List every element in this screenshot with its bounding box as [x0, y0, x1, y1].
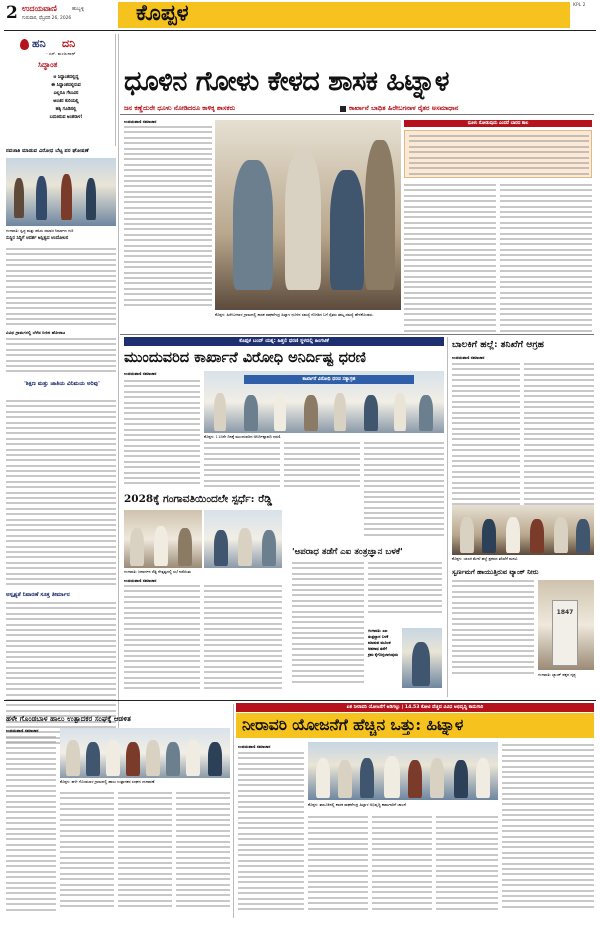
page-number: 2: [6, 3, 18, 23]
left-headline-3: ಅಸ್ಪೃಶ್ಯತೆ ನಿವಾರಣೆ ಸೂಕ್ತ ತೀರ್ಮಾನ: [6, 592, 70, 598]
tank-photo-caption: ಗಂಗಾವತಿ: ಟ್ಯಾಂಕ್ ಪಕ್ಕದ ದೃಶ್ಯ: [538, 672, 594, 677]
right-photo-caption: ಕೊಪ್ಪಳ: ಬಾಲಕಿ ಮೇಲೆ ಹಲ್ಲೆ ಪ್ರಕರಣ ತನಿಖೆಗೆ ಮನವಿ: [452, 556, 594, 561]
strip1-body-col-2: [204, 442, 280, 492]
hanidani-poem: [26, 74, 106, 122]
hanidani-box: [6, 34, 116, 146]
left-headline-2: 'ಶಿಕ್ಷಣ ಮತ್ತು ಜಾತಿಯ ವಿನಿಮಯ ಅರಿವು': [24, 381, 100, 387]
tech-box-line: ಅಪರಾಧ ತಡೆಗೆ: [368, 646, 387, 651]
left-photo-1-caption: ಗಂಗಾವತಿ: ಸ್ವಚ್ಛ ಮತ್ತು ಹಸಿರು ಸಮಾಜ ನಿರ್ಮಾಣ ಗುರಿ: [6, 228, 116, 233]
bottom-left-body-4: [176, 792, 230, 916]
right-headline: ಬಾಲಕಿಗೆ ಹಲ್ಲೆ: ತನಿಖೆಗೆ ಆಗ್ರಹ: [452, 339, 545, 350]
strip1-byline: ಉದಯವಾಣಿ ಸಮಾಚಾರ: [124, 371, 157, 376]
lead-body-col-4: [500, 184, 592, 334]
election-photo-caption: ಗಂಗಾವತಿ: ಜನಾರ್ದನ ರೆಡ್ಡಿ ನೇತೃತ್ವದಲ್ಲಿ ಸಭೆ ನಡೆಯಿತು: [124, 569, 282, 574]
section-title: ಕೊಪ್ಪಳ: [136, 1, 189, 26]
bottom-headline-band: [236, 713, 594, 738]
masthead-rule: [4, 30, 596, 31]
poem-line: ಎಲ್ಲರೂ ಗೆಲುವಿನ: [53, 91, 79, 96]
tech-photo: [402, 628, 442, 688]
lead-rule: [120, 114, 594, 115]
right-body-col-1: [452, 363, 520, 523]
election-body-col-2: [204, 585, 282, 695]
bottom-main-body-1: [238, 752, 304, 916]
left-body-3: [6, 400, 116, 590]
election-photo: [124, 510, 202, 568]
election-photo-2: [204, 510, 282, 568]
strip1-body-col-3: [284, 442, 360, 492]
strip1-body-col-4: [364, 442, 444, 542]
paper-name: ಉದಯವಾಣಿ: [22, 4, 57, 13]
bottom-main-byline: ಉದಯವಾಣಿ ಸಮಾಚಾರ: [238, 744, 271, 749]
hanidani-title: ಸಿದ್ಧಾಂತ: [38, 60, 58, 69]
bottom-main-body-2: [308, 816, 368, 916]
bottom-main-photo: [308, 742, 498, 800]
tech-box-line: ಮಾಡುವ ಮೂಲಕ: [368, 640, 391, 645]
lead-photo: [215, 120, 401, 310]
election-headline: 2028ಕ್ಕೆ ಗಂಗಾವತಿಯಿಂದಲೇ ಸ್ಪರ್ಧೆ: ರೆಡ್ಡಿ: [124, 493, 272, 505]
bottom-main-body-3: [372, 816, 432, 916]
corner-tag: KPL 2: [573, 3, 586, 8]
tank-photo: [538, 580, 594, 670]
bottom-left-photo-caption: ಕೊಪ್ಪಳ: ಹಳೇ ಗೊಂಡಬಾಳ ಗ್ರಾಮದಲ್ಲಿ ಹಾಲು ಉತ್ಪಾದಕರ ಸಂಘದ ಚುನಾವಣೆ: [60, 779, 230, 784]
tech-body-col-2: [368, 562, 442, 622]
bottom-main-body-4: [436, 816, 498, 916]
poem-line: ಹಕ್ಕಿ ಗೂಡಿನಲ್ಲಿ: [55, 107, 77, 112]
hanidani-author: - ಎಸ್. ಮಂಜುನಾಥ್: [46, 51, 76, 56]
right-byline: ಉದಯವಾಣಿ ಸಮಾಚಾರ: [452, 355, 485, 360]
strip1-photo: [204, 371, 444, 433]
left-body-2: [6, 338, 116, 378]
bottom-left-headline: ಹಳೇ ಗೊಂಡಬಾಳ ಹಾಲು ಉತ್ಪಾದಕರ ಸಂಘಕ್ಕೆ ಆಡಳಿತ: [6, 714, 131, 723]
tech-pull-box: [368, 628, 400, 688]
bottom-main-photo-caption: ಕೊಪ್ಪಳ: ತಾಲೂಕಿನಲ್ಲಿ ಶಾಸಕ ರಾಘವೇಂದ್ರ ಹಿಟ್ನಾಳ ಅಭಿವೃದ್ಧಿ ಕಾಮಗಾರಿಗೆ ಚಾಲನೆ: [308, 802, 498, 807]
bottom-col-divider: [233, 704, 234, 918]
lead-highlight-box: [404, 130, 592, 178]
hanidani-brand-a: ಹನಿ: [32, 37, 46, 50]
right-photo: [452, 505, 594, 555]
right-body-col-2: [524, 363, 594, 523]
election-byline: ಉದಯವಾಣಿ ಸಮಾಚಾರ: [124, 578, 157, 583]
bottom-headline: ನೀರಾವರಿ ಯೋಜನೆಗೆ ಹೆಚ್ಚಿನ ಒತ್ತು: ಹಿಟ್ನಾಳ: [242, 715, 464, 734]
left-body-1: [6, 248, 116, 328]
lead-headline: ಧೂಳಿನ ಗೋಳು ಕೇಳದ ಶಾಸಕ ಹಿಟ್ನಾಳ: [124, 66, 449, 97]
tank-headline: ಸ್ವರ್ಣಮಗೆ ಹಾಯುತ್ತಿರುವ ಟ್ಯಾಂಕ್ ನೀರು: [452, 568, 539, 576]
strip1-body-col-1: [124, 380, 200, 490]
bottom-left-byline: ಉದಯವಾಣಿ ಸಮಾಚಾರ: [6, 728, 39, 733]
lead-byline: ಉದಯವಾಣಿ ಸಮಾಚಾರ: [124, 119, 157, 124]
lead-body-col-1: [124, 126, 212, 311]
registration-marks: [100, 920, 500, 926]
strip1-banner-text: ಕಾರ್ಖಾನೆ ವಿರೋಧಿ ಧರಣಿ ಸತ್ಯಾಗ್ರಹ: [302, 377, 356, 382]
strip1-photo-caption: ಕೊಪ್ಪಳ: 118ನೇ ದಿನಕ್ಕೆ ಮುಂದುವರಿದ ಅನಿರ್ದಿಷ್ಟಾವಧಿ ಧರಣಿ.: [204, 434, 444, 439]
bottom-left-body-1: [6, 736, 56, 916]
tank-body: [452, 580, 534, 680]
drop-icon: [20, 39, 29, 50]
bottom-kicker: ಏತ ನೀರಾವರಿ ಯೋಜನೆಗೆ ಅಡಿಗಲ್ಲು | 14.53 ಕೋಟಿ ವೆಚ್ಚದ ವಿವಿಧ ಅಭಿವೃದ್ಧಿ ಕಾಮಗಾರಿ: [346, 705, 484, 710]
lead-subhead-right: ಕಾರ್ಖಾನೆ ಬಾಧಿತ ಹಿರೇಬಗನಾಳ ರೈತರ ಅಸಮಾಧಾನ: [349, 104, 459, 112]
tech-body-col-1: [292, 562, 364, 692]
lead-photo-caption: ಕೊಪ್ಪಳ: ಹಿರೇಬಗನಾಳ ಗ್ರಾಮದಲ್ಲಿ ಶಾಸಕ ರಾಘವೇಂದ್ರ ಹಿಟ್ನಾಳ ಧೂಳಿನ ಸಮಸ್ಯೆ ನೋಡಿದ ಬಗೆ ರೈತರು ತಮ್ಮ ಸಮಸ್ಯೆ ಹೇಳಿಕೊಂಡರು.: [215, 312, 401, 317]
hanidani-brand-b: ದನಿ: [62, 37, 76, 50]
left-headline-1: ನವಜಾತಿ ಮಾಡುವ ವಿರೋಧ ಬೆಟ್ಟ ಪರ ಘೋಷಣೆ: [6, 148, 89, 154]
tech-box-line: ತಂತ್ರಜ್ಞಾನ ಬಳಕೆ: [368, 634, 389, 639]
strip1-kicker-band: [124, 337, 444, 346]
left-col-divider: [118, 34, 119, 754]
bottom-main-body-5: [502, 744, 594, 916]
bottom-left-body-3: [118, 792, 172, 916]
tech-box-line: ಕ್ರಮ ಕೈಗೊಳ್ಳಲಾಗುವುದು: [368, 652, 399, 657]
poem-line: ಈ ಸಿದ್ಧಾಂತದಲ್ಲಿರುವ: [51, 83, 81, 88]
poem-line: ಬದುಕಿರುವ ಅಂತರಾಳ!: [49, 115, 83, 120]
right-col-divider: [447, 337, 448, 697]
poem-line: ಆ ಸಿದ್ಧಾಂತದಲ್ಲಿದ್ದ: [53, 75, 79, 80]
lead-red-tag: ಧೂಳು ನೋಡುವುದು ಎಂದರೆ ಬಾರದ ಕಾಲ: [404, 120, 592, 127]
tank-pillar: [552, 600, 578, 666]
bottom-kicker-band: [236, 703, 594, 712]
section-banner: [118, 2, 570, 28]
bottom-left-body-2: [60, 792, 114, 916]
bottom-left-photo: [60, 728, 230, 778]
left-sub-1: ವಿವಿಧ ಗ್ರಾಮಗಳಲ್ಲಿ ಬೆಳೆದ ನೀರಿನ ಹೋರಾಟ: [6, 330, 66, 335]
paper-edition: ಹುಬ್ಬಳ್ಳಿ: [72, 6, 85, 12]
tech-box-line: ಗಂಗಾವತಿ: ಎಐ: [368, 628, 388, 633]
poem-line: ಅಂಚಿನ ಕುರಿಯಲ್ಲಿ: [53, 99, 79, 104]
strip1-kicker: ಕೊಪ್ಪಳ ಬಂದ್‌ ಯತ್ನ: ಹಿತ್ತಲಿ ಧರಣಿ ಸ್ಥಳದಲ್ಲಿ ಹಿಂಗಟಿಕೆ: [239, 338, 329, 344]
tank-year-label: 1847: [556, 609, 574, 616]
strip1-headline: ಮುಂದುವರಿದ ಕಾರ್ಖಾನೆ ವಿರೋಧಿ ಅನಿರ್ದಿಷ್ಟ ಧರಣಿ: [124, 349, 366, 366]
left-photo-1: [6, 158, 116, 226]
lead-bottom-rule: [120, 334, 594, 335]
lead-subhead-left: ಜನ ಕಣ್ಣೆದುರೇ ಧೂಳು ನೋಡಿದರೂ ಕಾಳಿಕ್ಕ ಶಾಸಕರು: [124, 104, 236, 112]
date-line: ಗುರುವಾರ, ಫೆಬ್ರವರಿ 26, 2026: [22, 16, 72, 21]
left-bold-line: ಸುಸ್ಥಿರ ಸಿದ್ಧಿಗೆ ಆದರ್ಶ ಅಸ್ತಿತ್ವದ ಆಂದೋಲನ: [6, 236, 69, 241]
lead-body-col-3: [404, 184, 496, 334]
election-body-col-1: [124, 585, 200, 695]
tech-headline: 'ಅಪರಾಧ ತಡೆಗೆ ಎಐ ತಂತ್ರಜ್ಞಾನ ಬಳಕೆ': [292, 547, 403, 557]
bottom-rule: [4, 700, 596, 701]
strip1-banner: [244, 375, 414, 384]
lead-subhead-square-icon: [340, 106, 346, 112]
